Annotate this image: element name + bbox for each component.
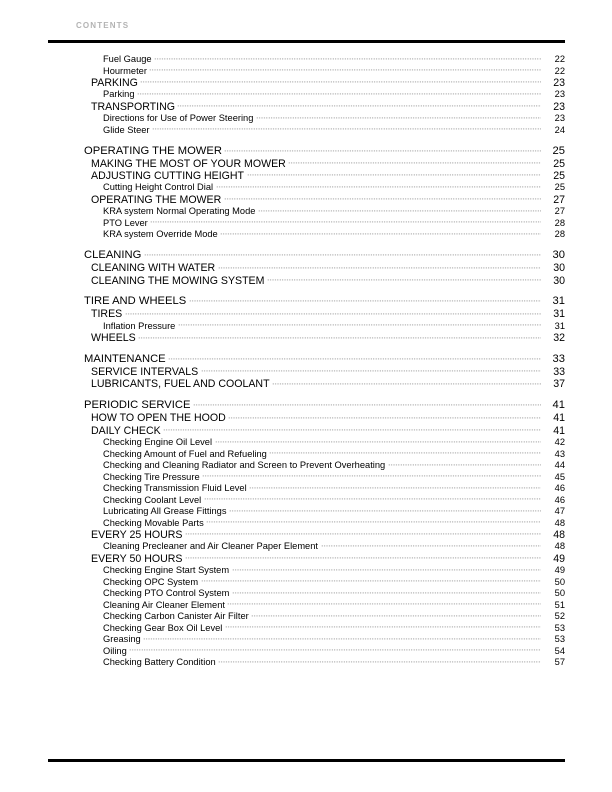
toc-entry-label: MAKING THE MOST OF YOUR MOWER	[91, 157, 286, 170]
toc-entry[interactable]	[48, 353, 565, 366]
toc-entry-page-number: 45	[554, 471, 565, 482]
dot-leader	[215, 439, 541, 448]
dot-leader	[224, 148, 541, 157]
toc-entry-label: MAINTENANCE	[84, 353, 166, 366]
toc-entry[interactable]	[48, 295, 565, 308]
dot-leader	[251, 613, 541, 622]
toc-entry[interactable]	[48, 611, 565, 623]
toc-entry-label: Glide Steer	[103, 124, 150, 135]
dot-leader	[177, 103, 541, 112]
toc-entry[interactable]	[48, 460, 565, 472]
dot-leader	[125, 311, 541, 320]
dot-leader	[224, 196, 541, 205]
dot-leader	[220, 231, 541, 240]
toc-entry-page-number: 25	[554, 182, 565, 193]
toc-entry-label: HOW TO OPEN THE HOOD	[91, 412, 226, 425]
dot-leader	[218, 659, 541, 668]
toc-entry-page-number: 30	[553, 262, 565, 275]
dot-leader	[140, 79, 541, 88]
dot-leader	[225, 624, 541, 633]
toc-entry-label: WHEELS	[91, 332, 136, 345]
toc-entry-label: Checking Amount of Fuel and Refueling	[103, 448, 267, 459]
toc-entry-label: OPERATING THE MOWER	[84, 144, 222, 157]
toc-entry-page-number: 25	[553, 157, 565, 170]
dot-leader	[144, 252, 541, 261]
toc-entry-page-number: 50	[554, 576, 565, 587]
toc-entry-page-number: 53	[554, 622, 565, 633]
dot-leader	[228, 415, 541, 424]
toc-entry-page-number: 46	[554, 494, 565, 505]
dot-leader	[137, 91, 541, 100]
toc-entry[interactable]	[48, 483, 565, 495]
toc-entry[interactable]	[48, 182, 565, 194]
dot-leader	[201, 578, 541, 587]
toc-entry-label: TIRE AND WHEELS	[84, 295, 187, 308]
toc-entry-page-number: 48	[554, 517, 565, 528]
toc-entry[interactable]	[48, 54, 565, 66]
toc-entry[interactable]	[48, 472, 565, 484]
dot-leader	[193, 402, 541, 411]
dot-leader	[256, 115, 541, 124]
toc-entry-label: Checking and Cleaning Radiator and Screen to Prevent Overheating	[103, 460, 386, 471]
toc-entry-page-number: 25	[552, 144, 565, 157]
toc-entry[interactable]	[48, 229, 565, 241]
dot-leader	[206, 519, 541, 528]
toc-entry[interactable]	[48, 170, 565, 182]
dot-leader	[227, 601, 541, 610]
toc-entry[interactable]	[48, 553, 565, 565]
dot-leader	[229, 508, 541, 517]
toc-entry-page-number: 30	[552, 249, 565, 262]
dot-leader	[150, 219, 541, 228]
toc-entry[interactable]	[48, 113, 565, 125]
toc-entry-label: CLEANING WITH WATER	[91, 262, 216, 275]
dot-leader	[269, 450, 541, 459]
dot-leader	[143, 636, 541, 645]
toc-entry-label: TIRES	[91, 308, 123, 321]
toc-entry[interactable]	[48, 399, 565, 412]
toc-entry-page-number: 49	[554, 565, 565, 576]
toc-entry[interactable]	[48, 262, 565, 274]
toc-entry-page-number: 31	[554, 320, 565, 331]
toc-entry[interactable]	[48, 125, 565, 137]
toc-entry-label: OPERATING THE MOWER	[91, 193, 222, 206]
toc-entry-page-number: 57	[554, 657, 565, 668]
toc-entry-label: Fuel Gauge	[103, 54, 152, 64]
toc-entry-label: Checking Movable Parts	[103, 517, 204, 528]
toc-entry[interactable]	[48, 425, 565, 437]
toc-entry[interactable]	[48, 145, 565, 158]
toc-entry[interactable]	[48, 378, 565, 390]
toc-entry-page-number: 48	[553, 529, 565, 542]
dot-leader	[204, 496, 541, 505]
toc-entry-label: Checking Carbon Canister Air Filter	[103, 611, 249, 622]
dot-leader	[185, 555, 541, 564]
toc-entry[interactable]	[48, 541, 565, 553]
toc-entry-label: ADJUSTING CUTTING HEIGHT	[91, 170, 245, 183]
toc-entry[interactable]	[48, 158, 565, 170]
dot-leader	[185, 531, 541, 540]
dot-leader	[129, 647, 541, 656]
running-header: CONTENTS	[76, 21, 130, 30]
dot-leader	[272, 381, 541, 390]
dot-leader	[321, 543, 542, 552]
toc-entry[interactable]	[48, 206, 565, 218]
toc-entry-page-number: 33	[553, 366, 565, 379]
toc-entry-label: KRA system Override Mode	[103, 229, 218, 240]
toc-entry-page-number: 46	[554, 483, 565, 494]
toc-entry[interactable]	[48, 366, 565, 378]
toc-entry-label: Checking OPC System	[103, 576, 199, 587]
toc-entry-label: Inflation Pressure	[103, 320, 176, 331]
toc-entry-label: SERVICE INTERVALS	[91, 366, 199, 379]
toc-entry-label: PTO Lever	[103, 217, 148, 228]
toc-entry-label: Checking Engine Start System	[103, 565, 230, 576]
toc-entry[interactable]	[48, 321, 565, 333]
toc-entry-label: Greasing	[103, 634, 141, 645]
toc-entry-page-number: 41	[552, 399, 565, 412]
toc-entry-page-number: 27	[553, 193, 565, 206]
toc-entry-label: Lubricating All Grease Fittings	[103, 506, 227, 517]
dot-leader	[149, 67, 541, 76]
toc-entry[interactable]	[48, 600, 565, 612]
toc-entry[interactable]	[48, 275, 565, 287]
toc-entry-label: Cleaning Air Cleaner Element	[103, 599, 225, 610]
toc-entry-label: DAILY CHECK	[91, 424, 161, 437]
toc-entry-page-number: 24	[554, 124, 565, 135]
toc-entry[interactable]	[48, 77, 565, 89]
toc-entry[interactable]	[48, 577, 565, 589]
toc-entry[interactable]	[48, 101, 565, 113]
toc-entry-label: Cutting Height Control Dial	[103, 182, 214, 193]
dot-leader	[267, 277, 541, 286]
dot-leader	[189, 298, 541, 307]
toc-entry-label: KRA system Normal Operating Mode	[103, 206, 256, 217]
dot-leader	[138, 335, 541, 344]
toc-entry-label: PARKING	[91, 76, 138, 89]
toc-entry-page-number: 23	[553, 100, 565, 113]
dot-leader	[152, 126, 541, 135]
toc-entry-label: Checking Transmission Fluid Level	[103, 483, 247, 494]
toc-entry-label: Checking Coolant Level	[103, 494, 202, 505]
toc-entry-page-number: 25	[553, 170, 565, 183]
toc-entry-page-number: 23	[553, 76, 565, 89]
toc-entry-label: CLEANING	[84, 249, 142, 262]
toc-entry[interactable]	[48, 412, 565, 424]
dot-leader	[258, 208, 541, 217]
toc-entry-label: LUBRICANTS, FUEL AND COOLANT	[91, 378, 270, 391]
toc-entry-page-number: 23	[554, 89, 565, 100]
toc-entry-page-number: 43	[554, 448, 565, 459]
toc-entry-label: Checking Gear Box Oil Level	[103, 622, 223, 633]
dot-leader	[154, 56, 541, 65]
toc-entry-label: Directions for Use of Power Steering	[103, 113, 254, 124]
toc-entry[interactable]	[48, 437, 565, 449]
toc-entry-label: Cleaning Precleaner and Air Cleaner Paper Element	[103, 541, 318, 552]
dot-leader	[288, 160, 541, 169]
toc-entry-label: Parking	[103, 89, 135, 100]
toc-entry-label: PERIODIC SERVICE	[84, 399, 191, 412]
toc-entry-page-number: 49	[553, 552, 565, 565]
dot-leader	[202, 473, 541, 482]
dot-leader	[232, 567, 541, 576]
toc-entry-page-number: 54	[554, 645, 565, 656]
toc-entry-label: Checking Tire Pressure	[103, 471, 200, 482]
toc-entry-page-number: 47	[554, 506, 565, 517]
toc-entry-page-number: 28	[554, 217, 565, 228]
toc-entry-page-number: 22	[554, 65, 565, 76]
toc-entry[interactable]	[48, 588, 565, 600]
toc-entry-page-number: 28	[554, 229, 565, 240]
toc-entry[interactable]	[48, 308, 565, 320]
dot-leader	[247, 172, 541, 181]
dot-leader	[249, 485, 541, 494]
toc-entry[interactable]	[48, 529, 565, 541]
dot-leader	[218, 265, 541, 274]
toc-entry-page-number: 41	[553, 424, 565, 437]
toc-entry[interactable]	[48, 449, 565, 461]
toc-entry-label: Checking PTO Control System	[103, 588, 230, 599]
toc-entry-page-number: 42	[554, 437, 565, 448]
toc-entry[interactable]	[48, 646, 565, 658]
dot-leader	[388, 462, 541, 471]
toc-entry-label: EVERY 50 HOURS	[91, 552, 183, 565]
toc-entry-label: TRANSPORTING	[91, 100, 175, 113]
toc-entry-page-number: 22	[554, 54, 565, 64]
dot-leader	[178, 322, 541, 331]
toc-entry-label: EVERY 25 HOURS	[91, 529, 183, 542]
dot-leader	[216, 184, 541, 193]
toc-entry-page-number: 23	[554, 113, 565, 124]
toc-entry[interactable]	[48, 518, 565, 530]
toc-entry-page-number: 31	[553, 308, 565, 321]
toc-entry-page-number: 50	[554, 588, 565, 599]
table-of-contents	[48, 54, 565, 669]
toc-entry-page-number: 32	[553, 332, 565, 345]
toc-entry[interactable]	[48, 89, 565, 101]
toc-entry[interactable]	[48, 623, 565, 635]
dot-leader	[232, 590, 541, 599]
dot-leader	[201, 368, 541, 377]
toc-entry-label: Oiling	[103, 645, 127, 656]
toc-entry[interactable]	[48, 249, 565, 262]
footer-rule	[48, 759, 565, 762]
toc-entry[interactable]	[48, 332, 565, 344]
toc-entry-page-number: 37	[553, 378, 565, 391]
toc-entry-page-number: 41	[553, 412, 565, 425]
toc-entry-page-number: 33	[552, 353, 565, 366]
toc-entry-page-number: 48	[554, 541, 565, 552]
toc-entry-page-number: 51	[554, 599, 565, 610]
toc-entry-label: Checking Battery Condition	[103, 657, 216, 668]
toc-entry-page-number: 52	[554, 611, 565, 622]
toc-entry[interactable]	[48, 565, 565, 577]
toc-entry[interactable]	[48, 634, 565, 646]
header-rule	[48, 40, 565, 43]
toc-entry-label: CLEANING THE MOWING SYSTEM	[91, 274, 265, 287]
toc-entry-page-number: 31	[552, 295, 565, 308]
toc-entry[interactable]	[48, 66, 565, 78]
toc-entry-page-number: 30	[553, 274, 565, 287]
toc-entry-label: Checking Engine Oil Level	[103, 437, 213, 448]
toc-entry[interactable]	[48, 495, 565, 507]
toc-entry[interactable]	[48, 218, 565, 230]
dot-leader	[163, 427, 541, 436]
dot-leader	[168, 356, 541, 365]
toc-entry[interactable]	[48, 506, 565, 518]
toc-entry-page-number: 53	[554, 634, 565, 645]
toc-entry-page-number: 27	[554, 206, 565, 217]
toc-entry[interactable]	[48, 657, 565, 669]
toc-entry-page-number: 44	[554, 460, 565, 471]
toc-entry[interactable]	[48, 194, 565, 206]
toc-entry-label: Hourmeter	[103, 65, 147, 76]
